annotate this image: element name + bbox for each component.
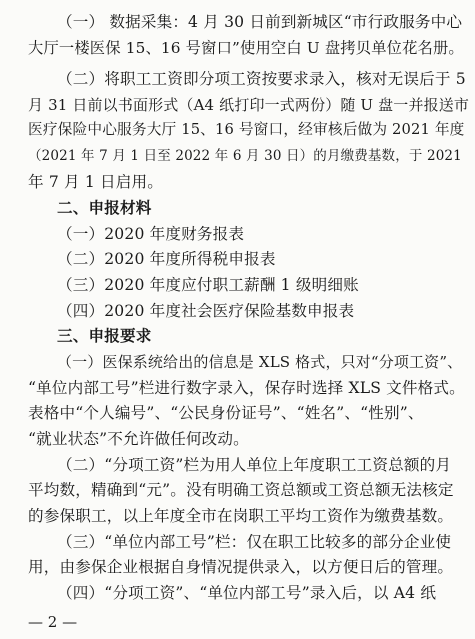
paragraph-line-10: 表格中“个人编号”、“公民身份证号”、“姓名”、“性别”、 — [28, 404, 424, 423]
paragraph-line-12: （二）“分项工资”栏为用人单位上年度职工工资总额的月 — [57, 455, 452, 474]
material-item-1: （一）2020 年度财务报表 — [57, 224, 245, 243]
section-heading-requirements: 三、申报要求 — [57, 327, 152, 346]
paragraph-line-2: 大厅一楼医保 15、16 号窗口”使用空白 U 盘拷贝单位花名册。 — [28, 38, 464, 57]
paragraph-line-11: “就业状态”不允许做任何改动。 — [28, 430, 249, 448]
paragraph-line-7: 年 7 月 1 日启用。 — [28, 172, 164, 191]
paragraph-line-17: （四）“分项工资”、“单位内部工号”录入后，以 A4 纸 — [57, 584, 437, 602]
paragraph-line-15: （三）“单位内部工号”栏：仅在职工比较多的部分企业使 — [57, 532, 452, 551]
material-item-2: （二）2020 年度所得税申报表 — [57, 250, 276, 269]
paragraph-line-1: （一） 数据采集：4 月 30 日前到新城区“市行政服务中心 — [57, 13, 463, 31]
paragraph-line-5: 医疗保险中心服务大厅 15、16 号窗口，经审核后做为 2021 年度 — [28, 121, 465, 139]
material-item-4: （四）2020 年度社会医疗保险基数申报表 — [57, 301, 355, 320]
paragraph-line-6: （2021 年 7 月 1 日至 2022 年 6 月 30 日）的月缴费基数，于 2021 — [28, 147, 462, 164]
paragraph-line-16: 用，由参保企业根据自身情况提供录入，以方便日后的管理。 — [28, 558, 454, 577]
paragraph-line-4: 月 31 日前以书面形式（A4 纸打印一式两份）随 U 盘一并报送市 — [28, 95, 470, 114]
paragraph-line-14: 的参保职工，以上年度全市在岗职工平均工资作为缴费基数。 — [28, 507, 454, 525]
paragraph-line-8: （一）医保系统给出的信息是 XLS 格式，只对“分项工资”、 — [57, 353, 463, 371]
paragraph-line-9: “单位内部工号”栏进行数字录入，保存时选择 XLS 文件格式。 — [28, 378, 465, 397]
page-number: — 2 — — [28, 613, 78, 631]
material-item-3: （三）2020 年度应付职工薪酬 1 级明细账 — [57, 276, 359, 294]
section-heading-materials: 二、申报材料 — [57, 199, 152, 218]
paragraph-line-3: （二）将职工工资即分项工资按要求录入，核对无误后于 5 — [57, 69, 466, 88]
paragraph-line-13: 平均数，精确到“元”。没有明确工资总额或工资总额无法核定 — [28, 481, 454, 500]
